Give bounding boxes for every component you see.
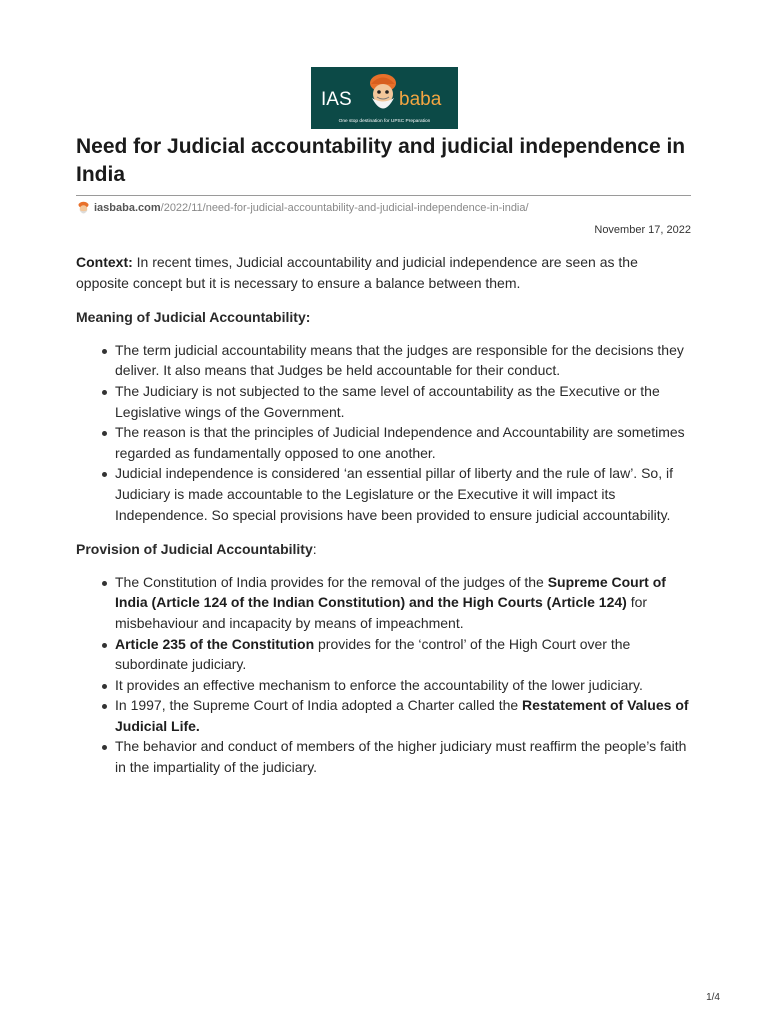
list-item bbox=[115, 572, 691, 634]
logo-tagline: One stop destination for UPSC Preparation bbox=[338, 119, 431, 124]
context-label: Context: bbox=[76, 254, 133, 270]
list-item: The term judicial accountability means that the judges are responsible for the decisions they deliver. It also means that Judges be held accountable for their conduct. bbox=[115, 340, 691, 381]
provision-heading-text: Provision of Judicial Accountability bbox=[76, 541, 313, 558]
meaning-list bbox=[76, 340, 691, 525]
list-item-text: for misbehaviour and incapacity by means of impeachment. bbox=[115, 594, 648, 631]
article-body bbox=[76, 252, 691, 792]
source-domain[interactable]: iasbaba.com bbox=[94, 202, 161, 214]
section-heading-meaning: Meaning of Judicial Accountability: bbox=[76, 309, 311, 326]
list-item: The reason is that the principles of Judicial Independence and Accountability are sometimes regarded as fundamentally opposed to one another. bbox=[115, 422, 691, 463]
list-item-text: In 1997, the Supreme Court of India adopted a Charter called the bbox=[115, 697, 523, 714]
baba-favicon-icon bbox=[76, 201, 91, 216]
list-item-text: The Constitution of India provides for the removal of the judges of the bbox=[115, 573, 548, 590]
provision-heading-colon: : bbox=[312, 541, 317, 558]
list-item bbox=[115, 634, 691, 675]
article-date: November 17, 2022 bbox=[594, 224, 691, 236]
list-item bbox=[115, 675, 691, 696]
list-item-text: It provides an effective mechanism to enforce the accountability of the lower judiciary. bbox=[115, 676, 643, 693]
context-text: In recent times, Judicial accountability and judicial independence are seen as the opposite concept but it is necessary to ensure a balance between them. bbox=[76, 254, 638, 291]
page-indicator: 1/4 bbox=[706, 992, 720, 1003]
list-item: Judicial independence is considered ‘an essential pillar of liberty and the rule of law’. So, if Judiciary is made accountable to the Legislature or the Executive it will impact its Independence. So special provisions have been provided to ensure judicial accountability. bbox=[115, 463, 691, 525]
section-heading-provision bbox=[76, 539, 691, 560]
list-item-text: The behavior and conduct of members of the higher judiciary must reaffirm the people’s faith in the impartiality of the judiciary. bbox=[115, 738, 687, 776]
logo-left-text: IAS bbox=[321, 89, 352, 110]
article-title: Need for Judicial accountability and judicial independence in India bbox=[76, 135, 686, 186]
provision-list bbox=[76, 572, 691, 778]
list-item-bold: Article 235 of the Constitution bbox=[115, 635, 315, 652]
list-item-bold: Supreme Court of India (Article 124 of the Indian Constitution) and the High Courts (Article 124) bbox=[115, 573, 666, 611]
baba-mascot-icon bbox=[370, 74, 396, 109]
list-item: The Judiciary is not subjected to the same level of accountability as the Executive or the Legislative wings of the Government. bbox=[115, 381, 691, 422]
title-divider bbox=[76, 195, 691, 196]
list-item bbox=[115, 695, 691, 736]
list-item-text: provides for the ‘control’ of the High Court over the subordinate judiciary. bbox=[115, 635, 631, 673]
list-item bbox=[115, 736, 691, 777]
logo-right-text: baba bbox=[399, 89, 442, 110]
list-item-bold: Restatement of Values of Judicial Life. bbox=[115, 697, 689, 734]
source-link[interactable] bbox=[76, 199, 529, 217]
iasbaba-logo bbox=[311, 67, 458, 129]
context-paragraph bbox=[76, 252, 691, 293]
source-path[interactable]: /2022/11/need-for-judicial-accountability-and-judicial-independence-in-india/ bbox=[160, 202, 529, 214]
